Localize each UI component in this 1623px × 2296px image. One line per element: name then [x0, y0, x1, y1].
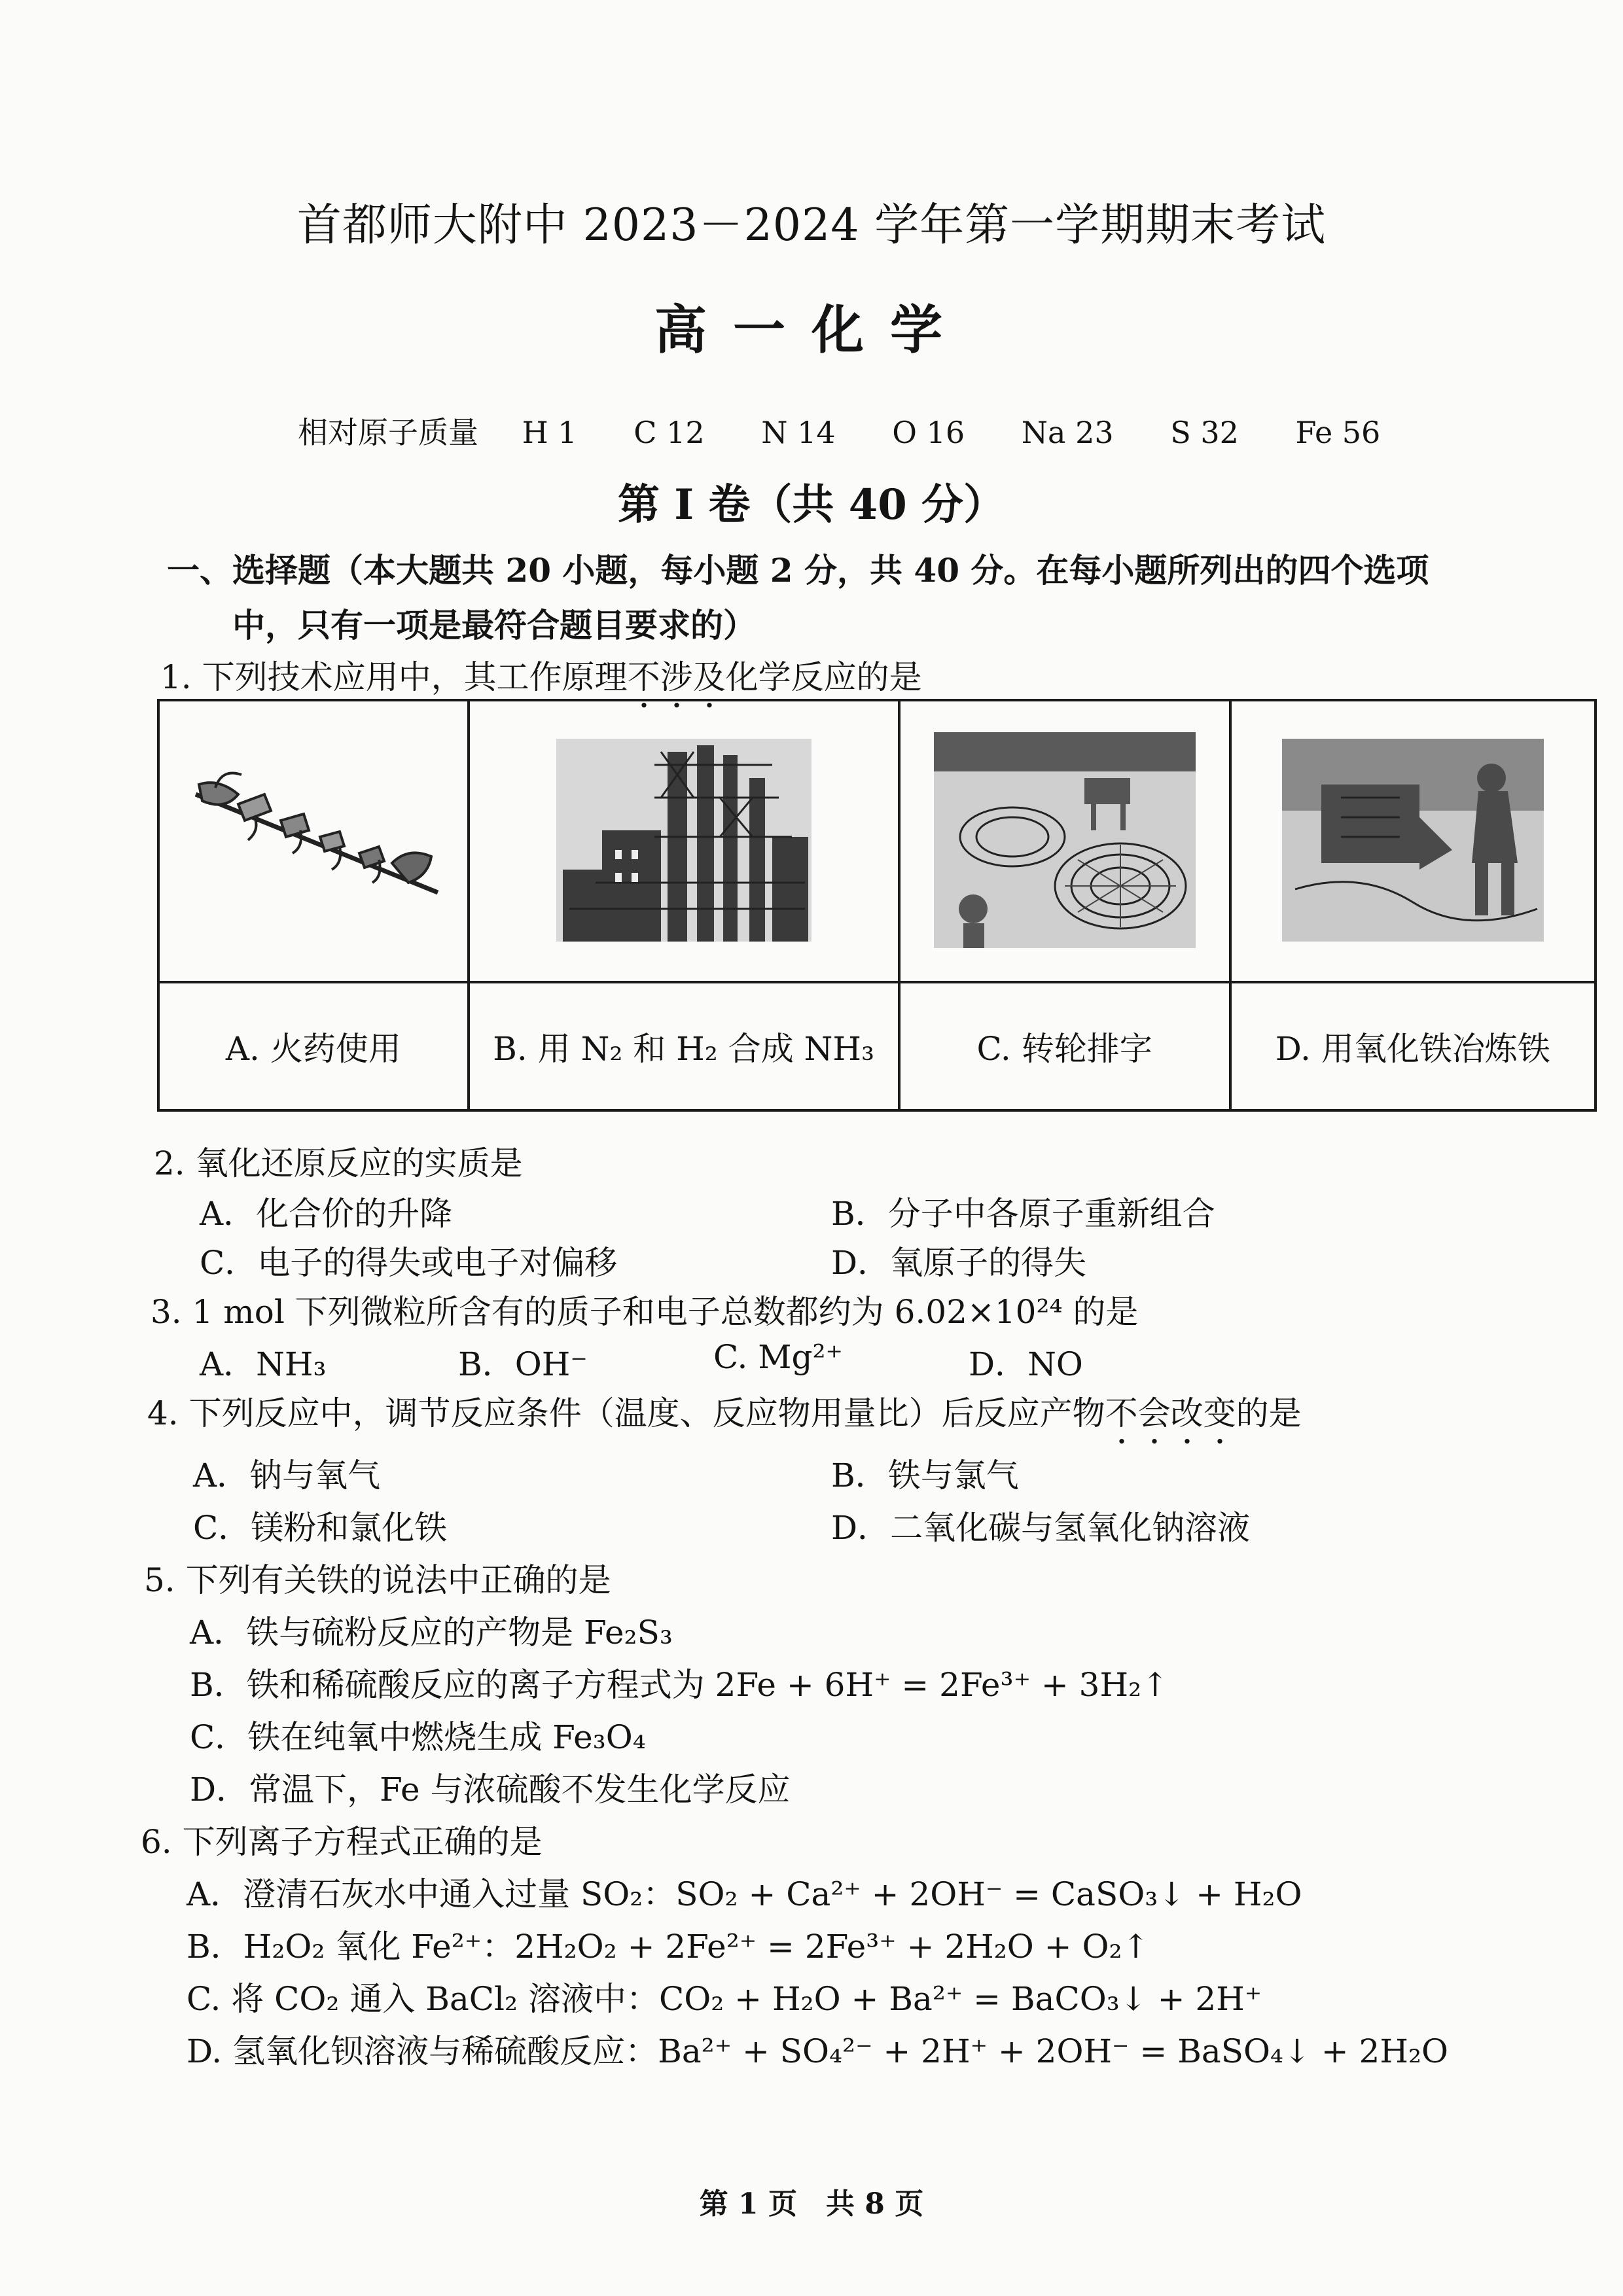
exam-title: 首都师大附中 2023－2024 学年第一学期期末考试 [296, 200, 1327, 251]
q5-option-a: A．铁与硫粉反应的产物是 Fe₂S₃ [190, 1614, 673, 1651]
rocket-arrow-image [176, 755, 451, 925]
q1-option-c-image-cell [899, 700, 1230, 982]
q1-option-a-image-cell [158, 700, 469, 982]
atomic-mass-item: N 14 [761, 415, 836, 450]
q1-option-b-image-cell [469, 700, 899, 982]
q5-option-c: C．铁在纯氧中燃烧生成 Fe₃O₄ [190, 1718, 646, 1756]
q6-option-c: C. 将 CO₂ 通入 BaCl₂ 溶液中：CO₂ + H₂O + Ba²⁺ = BaCO₃↓ + 2H⁺ [187, 1980, 1262, 2018]
chemical-plant-image [556, 739, 812, 942]
iron-smelting-image [1282, 739, 1544, 942]
q2-option-b: B．分子中各原子重新组合 [831, 1195, 1215, 1233]
rotating-typesetting-image [934, 732, 1196, 948]
atomic-mass-item: H 1 [522, 415, 577, 450]
q4-stem [147, 1387, 1302, 1451]
q1-stem-post: 化学反应的是 [725, 658, 922, 696]
q2-option-c: C．电子的得失或电子对偏移 [200, 1244, 618, 1282]
q4-option-b: B．铁与氯气 [831, 1457, 1019, 1494]
q4-stem-emphasis: 不会改变 [1105, 1394, 1236, 1432]
atomic-mass-item: O 16 [892, 415, 965, 450]
atomic-mass-item: Fe 56 [1295, 415, 1381, 450]
q6-stem: 6. 下列离子方程式正确的是 [141, 1823, 543, 1861]
q3-option-b: B．OH⁻ [458, 1345, 588, 1383]
section-instructions [167, 543, 1508, 653]
q3-option-a: A．NH₃ [200, 1345, 327, 1383]
q1-option-b: B. 用 N₂ 和 H₂ 合成 NH₃ [469, 982, 899, 1110]
q2-option-d: D．氧原子的得失 [831, 1244, 1087, 1282]
q1-stem-pre: 1. 下列技术应用中，其工作原理 [160, 658, 628, 696]
q2-option-a: A．化合价的升降 [200, 1195, 453, 1233]
section-line-2: 中，只有一项是最符合题目要求的） [232, 606, 756, 645]
q3-option-c: C. Mg²⁺ [713, 1338, 843, 1376]
q5-option-d: D．常温下，Fe 与浓硫酸不发生化学反应 [190, 1771, 791, 1809]
q1-option-d-image-cell [1230, 700, 1596, 982]
atomic-mass-item: Na 23 [1021, 415, 1114, 450]
q1-stem-emphasis: 不涉及 [627, 658, 726, 696]
page-footer: 第 1 页 共 8 页 [699, 2187, 924, 2221]
q1-option-a: A. 火药使用 [158, 982, 469, 1110]
q6-option-a: A．澄清石灰水中通入过量 SO₂：SO₂ + Ca²⁺ + 2OH⁻ = CaSO₃↓ + H₂O [187, 1875, 1302, 1913]
subject-title: 高一化学 [654, 299, 969, 361]
atomic-masses [298, 409, 1427, 452]
q1-options-table [157, 699, 1597, 1112]
q3-stem: 3. 1 mol 下列微粒所含有的质子和电子总数都约为 6.02×10²⁴ 的是 [151, 1293, 1139, 1331]
q1-option-d: D. 用氧化铁冶炼铁 [1230, 982, 1596, 1110]
q1-option-c: C. 转轮排字 [899, 982, 1230, 1110]
q2-stem: 2. 氧化还原反应的实质是 [154, 1144, 523, 1182]
part-title: 第 I 卷（共 40 分） [617, 480, 1006, 529]
q6-option-d: D. 氢氧化钡溶液与稀硫酸反应：Ba²⁺ + SO₄²⁻ + 2H⁺ + 2OH⁻ = BaSO₄↓ + 2H₂O [187, 2032, 1449, 2070]
q3-option-d: D．NO [969, 1345, 1083, 1383]
atomic-mass-item: C 12 [633, 415, 705, 450]
q4-option-c: C．镁粉和氯化铁 [193, 1509, 448, 1547]
q5-option-b: B．铁和稀硫酸反应的离子方程式为 2Fe + 6H⁺ = 2Fe³⁺ + 3H₂↑ [190, 1666, 1169, 1704]
q5-stem: 5. 下列有关铁的说法中正确的是 [144, 1561, 611, 1599]
q6-option-b: B．H₂O₂ 氧化 Fe²⁺：2H₂O₂ + 2Fe²⁺ = 2Fe³⁺ + 2H₂O + O₂↑ [187, 1928, 1150, 1966]
section-line-1: 一、选择题（本大题共 20 小题，每小题 2 分，共 40 分。在每小题所列出的四个选项 [167, 551, 1429, 590]
q4-option-d: D．二氧化碳与氢氧化钠溶液 [831, 1509, 1251, 1547]
atomic-masses-label: 相对原子质量 [298, 415, 478, 450]
q4-stem-pre: 4. 下列反应中，调节反应条件（温度、反应物用量比）后反应产物 [147, 1394, 1105, 1432]
q4-option-a: A．钠与氧气 [193, 1457, 381, 1494]
q4-stem-post: 的是 [1236, 1394, 1302, 1432]
atomic-mass-item: S 32 [1170, 415, 1239, 450]
